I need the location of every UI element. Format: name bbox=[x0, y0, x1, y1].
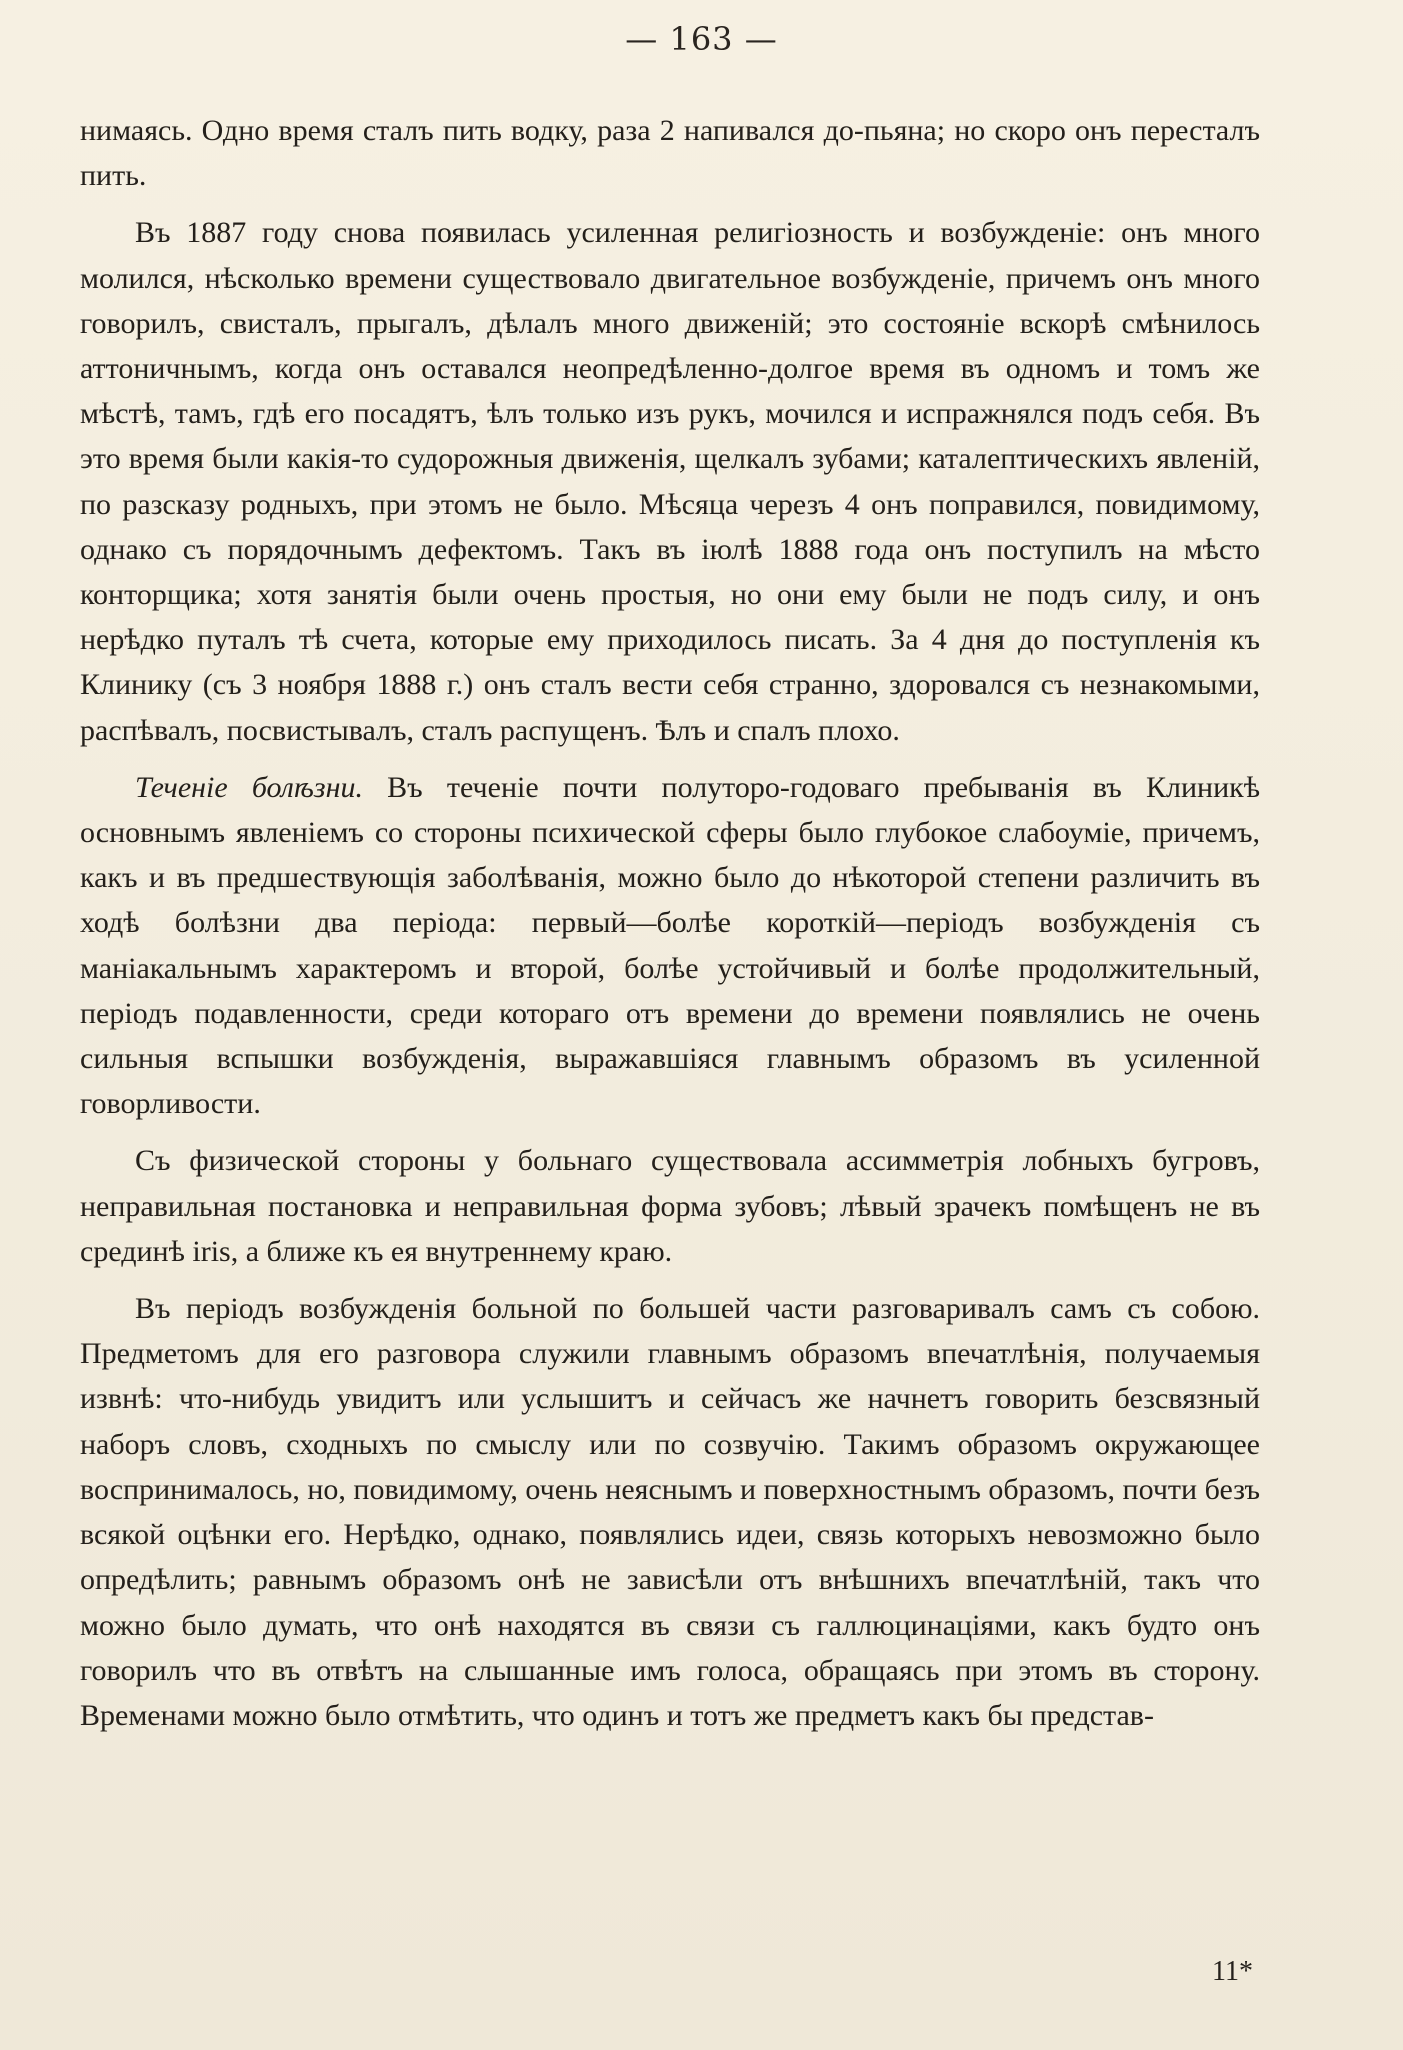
paragraph-course-of-disease bbox=[80, 765, 1260, 1127]
paragraph-excitation-period: Въ періодъ возбужденія больной по большей части разговаривалъ самъ съ собою. Предметомъ для его разговора служили главнымъ образомъ впечатлѣнія, получаемыя извнѣ: что-нибудь увидитъ или услышитъ и сейчасъ же начнетъ говорить безсвязный наборъ словъ, сходныхъ по смыслу или по созвучію. Такимъ образомъ окружающее воспринималось, но, повидимому, очень неяснымъ и поверхностнымъ образомъ, почти безъ всякой оцѣнки его. Нерѣдко, однако, появлялись идеи, связь которыхъ невозможно было опредѣлить; равнымъ образомъ онѣ не зависѣли отъ внѣшнихъ впечатлѣній, такъ что можно было думать, что онѣ находятся въ связи съ галлюцинаціями, какъ будто онъ говорилъ что въ отвѣтъ на слышанные имъ голоса, обращаясь при этомъ въ сторону. Временами можно было отмѣтить, что одинъ и тотъ же предметъ какъ бы представ- bbox=[80, 1292, 1260, 1732]
signature-mark: 11* bbox=[1212, 1956, 1253, 1987]
section-lead-heading: Теченіе болѣзни. bbox=[135, 770, 363, 804]
page-number: — 163 — bbox=[625, 20, 778, 58]
body-text bbox=[80, 108, 1260, 1750]
paragraph-course-text: Въ теченіе почти полуторо-годоваго пребыванія въ Клиникѣ основнымъ явленіемъ со стороны психической сферы было глубокое слабоуміе, причемъ, какъ и въ предшествующія заболѣванія, можно было до нѣкоторой степени различить въ ходѣ болѣзни два періода: первый—болѣе короткій—періодъ возбужденія съ маніакальнымъ характеромъ и второй, болѣе устойчивый и болѣе продолжительный, періодъ подавленности, среди котораго отъ времени до времени появлялись не очень сильныя вспышки возбужденія, выражавшіяся главнымъ образомъ въ усиленной говорливости. bbox=[80, 770, 1260, 1121]
paragraph-physical-findings: Съ физической стороны у больнаго существовала ассимметрія лобныхъ бугровъ, неправильная постановка и неправильная форма зубовъ; лѣвый зрачекъ помѣщенъ не въ срединѣ iris, а ближе къ ея внутреннему краю. bbox=[80, 1144, 1260, 1268]
paragraph-history-1887: Въ 1887 году снова появилась усиленная религіозность и возбужденіе: онъ много молился, нѣсколько времени существовало двигательное возбужденіе, причемъ онъ много говорилъ, свисталъ, прыгалъ, дѣлалъ много движеній; это состояніе вскорѣ смѣнилось аттоничнымъ, когда онъ оставался неопредѣленно-долгое время въ одномъ и томъ же мѣстѣ, тамъ, гдѣ его посадятъ, ѣлъ только изъ рукъ, мочился и испражнялся подъ себя. Въ это время были какія-то судорожныя движенія, щелкалъ зубами; каталептическихъ явленій, по разсказу родныхъ, при этомъ не было. Мѣсяца черезъ 4 онъ поправился, повидимому, однако съ порядочнымъ дефектомъ. Такъ въ іюлѣ 1888 года онъ поступилъ на мѣсто конторщика; хотя занятія были очень простыя, но они ему были не подъ силу, и онъ нерѣдко путалъ тѣ счета, которые ему приходилось писать. За 4 дня до поступленія къ Клинику (съ 3 ноября 1888 г.) онъ сталъ вести себя странно, здоровался съ незнакомыми, распѣвалъ, посвистывалъ, сталъ распущенъ. Ѣлъ и спалъ плохо. bbox=[80, 216, 1260, 747]
paragraph-continuation: нимаясь. Одно время сталъ пить водку, раза 2 напивался до-пьяна; но скоро онъ пересталъ пить. bbox=[80, 114, 1260, 193]
